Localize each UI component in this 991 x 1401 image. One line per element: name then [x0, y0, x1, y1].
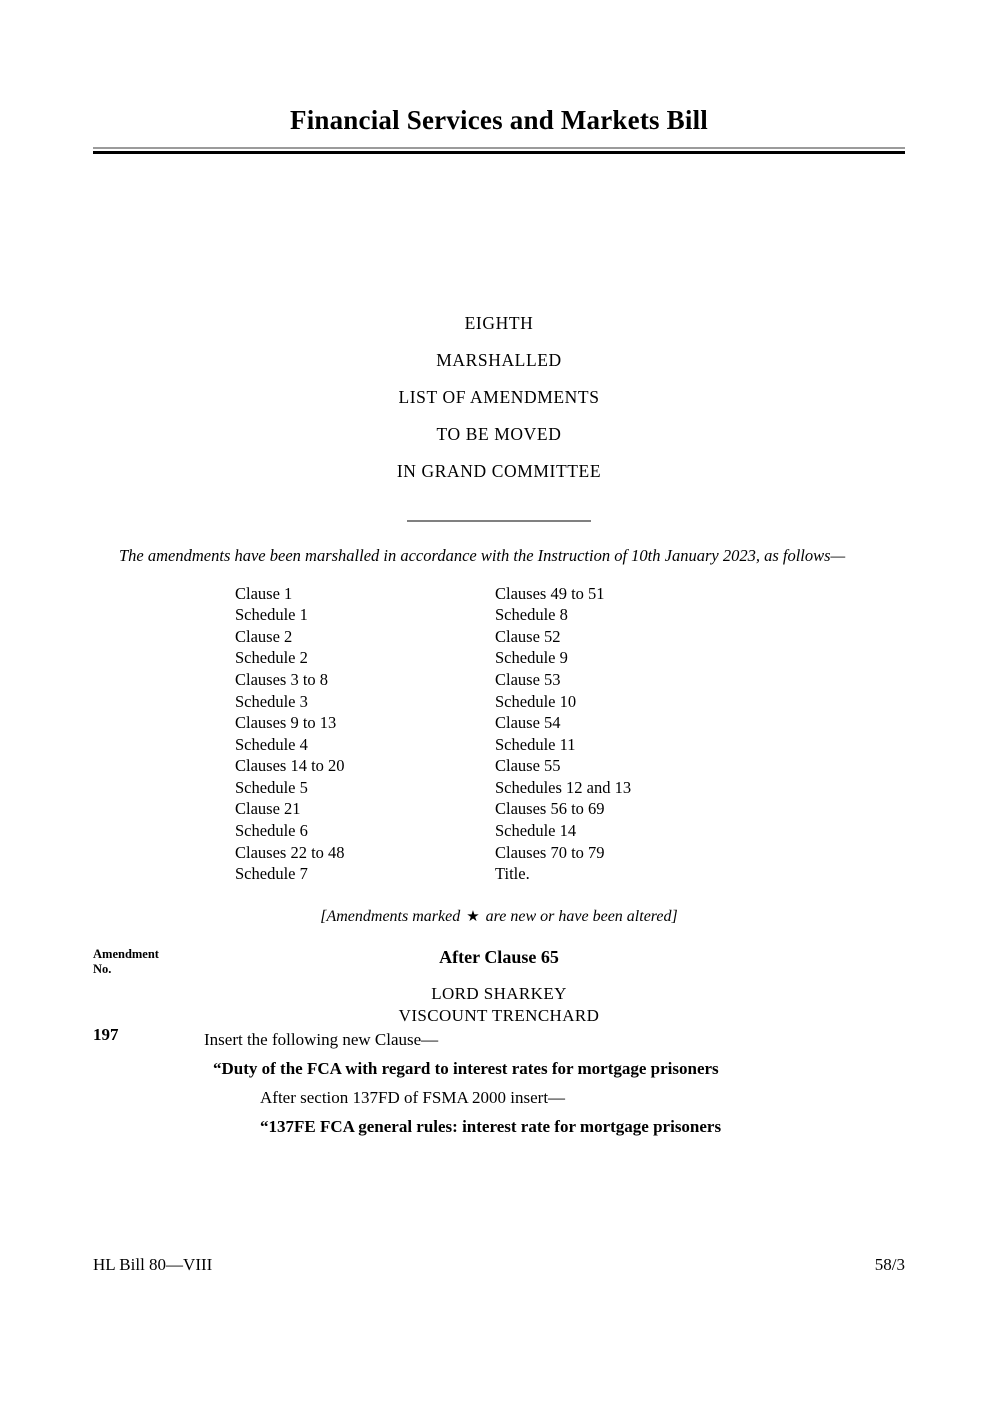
- footer-page-number: 58/3: [874, 1255, 905, 1274]
- list-item: Clauses 22 to 48: [235, 842, 345, 862]
- page-title: Financial Services and Markets Bill: [290, 105, 708, 135]
- title-double-rule: [93, 147, 905, 154]
- note-close-bracket: ]: [671, 907, 678, 925]
- heading-line-marshalled: MARSHALLED: [436, 350, 562, 371]
- list-item: Schedule 6: [235, 821, 308, 841]
- section-divider: [93, 509, 905, 527]
- list-item: Clauses 70 to 79: [495, 842, 605, 862]
- list-item: Schedules 12 and 13: [495, 777, 632, 797]
- amendment-no-label-line2: No.: [93, 961, 112, 976]
- amendment-line-new-clause-title: “Duty of the FCA with regard to interest rates for mortgage prisoners: [213, 1058, 719, 1078]
- mover-name: LORD SHARKEY: [431, 983, 567, 1003]
- list-item: Clause 1: [235, 583, 293, 603]
- amendment-section-header: [93, 947, 905, 1025]
- mover-names: [93, 983, 905, 1027]
- list-item: Clauses 14 to 20: [235, 756, 345, 776]
- contents-column-right: [495, 583, 755, 885]
- star-icon: ★: [466, 908, 480, 925]
- list-item: Schedule 3: [235, 691, 308, 711]
- amendment-number: 197: [93, 1024, 119, 1044]
- amendment-line-instruction: Insert the following new Clause—: [204, 1029, 439, 1049]
- heading-line-in-grand-committee: IN GRAND COMMITTEE: [396, 461, 602, 482]
- heading-line-list-of-amendments: LIST OF AMENDMENTS: [398, 387, 600, 408]
- list-item: Clause 55: [495, 756, 561, 776]
- note-open-bracket: [: [320, 907, 327, 925]
- list-item: Clause 53: [495, 669, 561, 689]
- list-item: Clauses 49 to 51: [495, 583, 605, 603]
- amendment-line-new-section-heading: “137FE FCA general rules: interest rate for mortgage prisoners: [260, 1116, 722, 1136]
- amendment-no-label-line1: Amendment: [93, 946, 159, 961]
- list-item: Schedule 10: [495, 691, 577, 711]
- list-item: Title.: [495, 864, 530, 884]
- list-headings: [93, 305, 905, 490]
- list-item: Clause 2: [235, 626, 293, 646]
- list-item: Schedule 7: [235, 864, 308, 884]
- heading-line-to-be-moved: TO BE MOVED: [436, 424, 562, 445]
- list-item: Schedule 11: [495, 734, 576, 754]
- list-item: Clause 52: [495, 626, 561, 646]
- page-content: [93, 0, 905, 1401]
- short-divider-rule: [407, 520, 591, 522]
- list-item: Schedule 1: [235, 605, 308, 625]
- list-item: Schedule 8: [495, 605, 568, 625]
- list-item: Schedule 9: [495, 648, 568, 668]
- section-heading: After Clause 65: [439, 946, 559, 967]
- list-item: Clauses 9 to 13: [235, 713, 337, 733]
- title-rule-thick: [93, 151, 905, 154]
- heading-line-eighth: EIGHTH: [464, 313, 534, 334]
- list-item: Clauses 56 to 69: [495, 799, 605, 819]
- list-item: Clauses 3 to 8: [235, 669, 329, 689]
- note-text-before-star: Amendments marked: [326, 907, 465, 925]
- mover-name: VISCOUNT TRENCHARD: [398, 1005, 600, 1025]
- amendment-entry-197: [93, 1025, 905, 1141]
- list-item: Schedule 5: [235, 777, 308, 797]
- contents-column-left: [235, 583, 495, 885]
- list-item: Clause 54: [495, 713, 561, 733]
- list-item: Schedule 2: [235, 648, 308, 668]
- starred-amendment-note: [93, 907, 905, 926]
- list-item: Clause 21: [235, 799, 301, 819]
- list-item: Schedule 4: [235, 734, 308, 754]
- list-item: Schedule 14: [495, 821, 577, 841]
- marshalling-instruction-paragraph: The amendments have been marshalled in accordance with the Instruction of 10th January 2023, as follows—: [119, 546, 846, 566]
- note-text-after-star: are new or have been altered: [481, 907, 672, 925]
- footer-bill-reference: HL Bill 80—VIII: [93, 1255, 213, 1274]
- contents-columns: [93, 583, 905, 885]
- page-footer: [93, 1255, 905, 1275]
- amendment-line-insertion-point: After section 137FD of FSMA 2000 insert—: [260, 1087, 566, 1107]
- amendment-body: [93, 1025, 905, 1141]
